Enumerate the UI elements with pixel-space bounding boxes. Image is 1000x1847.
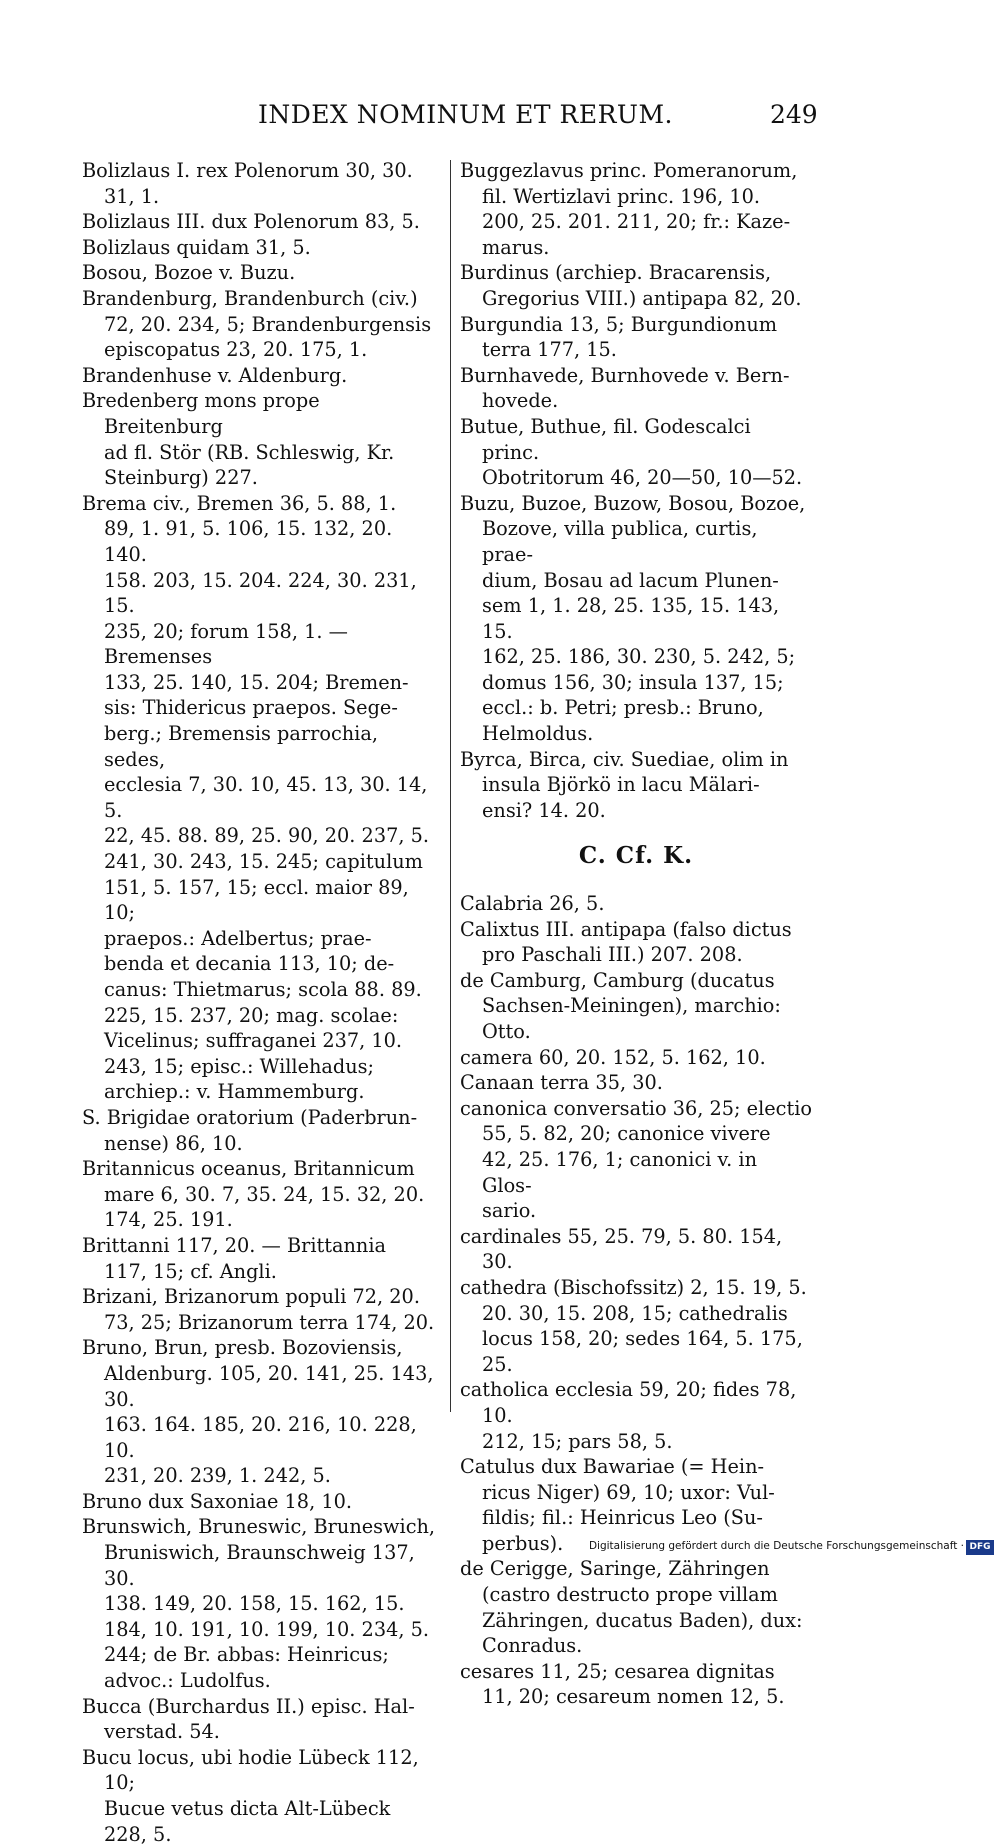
footer-credit: Digitalisierung gefördert durch die Deutsche Forschungsgemeinschaft ·	[588, 1540, 964, 1552]
index-entry: Bucca (Burchardus II.) episc. Hal- verstad. 54.	[82, 1694, 415, 1744]
index-entry: de Camburg, Camburg (ducatus Sachsen-Meiningen), marchio: Otto.	[460, 968, 781, 1043]
index-entry: Bucu locus, ubi hodie Lübeck 112, 10; Bucue vetus dicta Alt-Lübeck 228, 5.	[82, 1745, 419, 1846]
index-entry: Bosou, Bozoe v. Buzu.	[82, 261, 296, 285]
index-entry: Brema civ., Bremen 36, 5. 88, 1. 89, 1. 91, 5. 106, 15. 132, 20. 140. 158. 203, 15. 204. 224, 30. 231, 15. 235, 20; forum 158, 1. — Bremenses 133, 25. 140, 15. 204; Bremen- sis: Thidericus praepos. Sege- berg.; Bremensis parrochia, sedes, ecclesia 7, 30. 10, 45. 13, 30. 14, 5. 22, 45. 88. 89, 25. 90, 20. 237, 5. 241, 30. 243, 15. 245; capitulum 151, 5. 157, 15; eccl. maior 89, 10; praepos.: Adelbertus; prae- benda et decania 113, 10; de- canus: Thietmarus; scola 88. 89. 225, 15. 237, 20; mag. scolae: Vicelinus; suffraganei 237, 10. 243, 15; episc.: Willehadus; archiep.: v. Hammemburg.	[82, 491, 430, 1104]
dfg-logo: DFG	[966, 1540, 994, 1555]
index-entry: Bolizlaus quidam 31, 5.	[82, 235, 311, 259]
right-column	[460, 158, 812, 1710]
index-entry: Burgundia 13, 5; Burgundionum terra 177, 15.	[460, 312, 778, 362]
left-column	[82, 158, 440, 1847]
index-entry: Butue, Buthue, fil. Godescalci princ. Obotritorum 46, 20—50, 10—52.	[460, 414, 803, 490]
index-entry: Calixtus III. antipapa (falso dictus pro Paschali III.) 207. 208.	[460, 917, 792, 967]
index-entry: Canaan terra 35, 30.	[460, 1071, 663, 1095]
index-entry: cesares 11, 25; cesarea dignitas 11, 20; cesareum nomen 12, 5.	[460, 1659, 785, 1709]
index-entry: Burnhavede, Burnhovede v. Bern- hovede.	[460, 363, 790, 413]
index-entry: cardinales 55, 25. 79, 5. 80. 154, 30.	[460, 1224, 783, 1274]
page-header	[0, 100, 1000, 140]
index-entry: Buggezlavus princ. Pomeranorum, fil. Wertizlavi princ. 196, 10. 200, 25. 201. 211, 20; fr.: Kaze- marus.	[460, 159, 798, 259]
index-entry: canonica conversatio 36, 25; electio 55, 5. 82, 20; canonice vivere 42, 25. 176, 1; canonici v. in Glos- sario.	[460, 1096, 812, 1223]
index-entry: Byrca, Birca, civ. Suediae, olim in insula Björkö in lacu Mälari- ensi? 14. 20.	[460, 747, 789, 822]
right-c-entries	[460, 891, 812, 1710]
index-entry: Brandenhuse v. Aldenburg.	[82, 363, 348, 387]
index-entry: Brandenburg, Brandenburch (civ.) 72, 20. 234, 5; Brandenburgensis episcopatus 23, 20. 175, 1.	[82, 286, 432, 362]
index-entry: Brittanni 117, 20. — Brittannia 117, 15; cf. Angli.	[82, 1233, 386, 1283]
index-entry: Britannicus oceanus, Britannicum mare 6, 30. 7, 35. 24, 15. 32, 20. 174, 25. 191.	[82, 1157, 425, 1232]
index-entry: de Cerigge, Saringe, Zähringen (castro destructo prope villam Zähringen, ducatus Baden), dux: Conradus.	[460, 1557, 803, 1658]
index-entry: camera 60, 20. 152, 5. 162, 10.	[460, 1045, 766, 1069]
index-entry: Bolizlaus III. dux Polenorum 83, 5.	[82, 210, 420, 234]
index-entry: Burdinus (archiep. Bracarensis, Gregorius VIII.) antipapa 82, 20.	[460, 261, 802, 310]
index-entry: Bruno, Brun, presb. Bozoviensis, Aldenburg. 105, 20. 141, 25. 143, 30. 163. 164. 185, 20. 216, 10. 228, 10. 231, 20. 239, 1. 242, 5.	[82, 1336, 434, 1488]
index-entry: Brunswich, Bruneswic, Bruneswich, Bruniswich, Braunschweig 137, 30. 138. 149, 20. 158, 15. 162, 15. 184, 10. 191, 10. 199, 10. 234, 5. 244; de Br. abbas: Heinricus; advoc.: Ludolfus.	[82, 1515, 436, 1693]
index-entry: Bredenberg mons prope Breitenburg ad fl. Stör (RB. Schleswig, Kr. Steinburg) 227.	[82, 389, 395, 490]
index-entry: Brizani, Brizanorum populi 72, 20. 73, 25; Brizanorum terra 174, 20.	[82, 1285, 435, 1334]
column-divider	[450, 160, 451, 1412]
index-entry: S. Brigidae oratorium (Paderbrun- nense) 86, 10.	[82, 1105, 418, 1155]
page-number: 249	[770, 100, 818, 129]
section-heading-c: C. Cf. K.	[578, 842, 694, 870]
right-b-entries	[460, 158, 812, 823]
index-entry: cathedra (Bischofssitz) 2, 15. 19, 5. 20. 30, 15. 208, 15; cathedralis locus 158, 20; sedes 164, 5. 175, 25.	[460, 1275, 807, 1376]
index-entry: Calabria 26, 5.	[460, 892, 605, 916]
index-entry: Catulus dux Bawariae (= Hein- ricus Niger) 69, 10; uxor: Vul- fildis; fil.: Heinricus Leo (Su- perbus).	[460, 1455, 775, 1555]
index-entry: Bruno dux Saxoniae 18, 10.	[82, 1489, 352, 1513]
digitization-footer	[580, 1540, 1000, 1560]
running-title: INDEX NOMINUM ET RERUM.	[258, 100, 674, 129]
index-entry: Buzu, Buzoe, Buzow, Bosou, Bozoe, Bozove, villa publica, curtis, prae- dium, Bosau ad lacum Plunen- sem 1, 1. 28, 25. 135, 15. 143, 15. 162, 25. 186, 30. 230, 5. 242, 5; domus 156, 30; insula 137, 15; eccl.: b. Petri; presb.: Bruno, Helmoldus.	[460, 491, 806, 746]
index-entry: catholica ecclesia 59, 20; fides 78, 10. 212, 15; pars 58, 5.	[460, 1378, 797, 1453]
index-entry: Bolizlaus I. rex Polenorum 30, 30. 31, 1.	[82, 159, 413, 208]
